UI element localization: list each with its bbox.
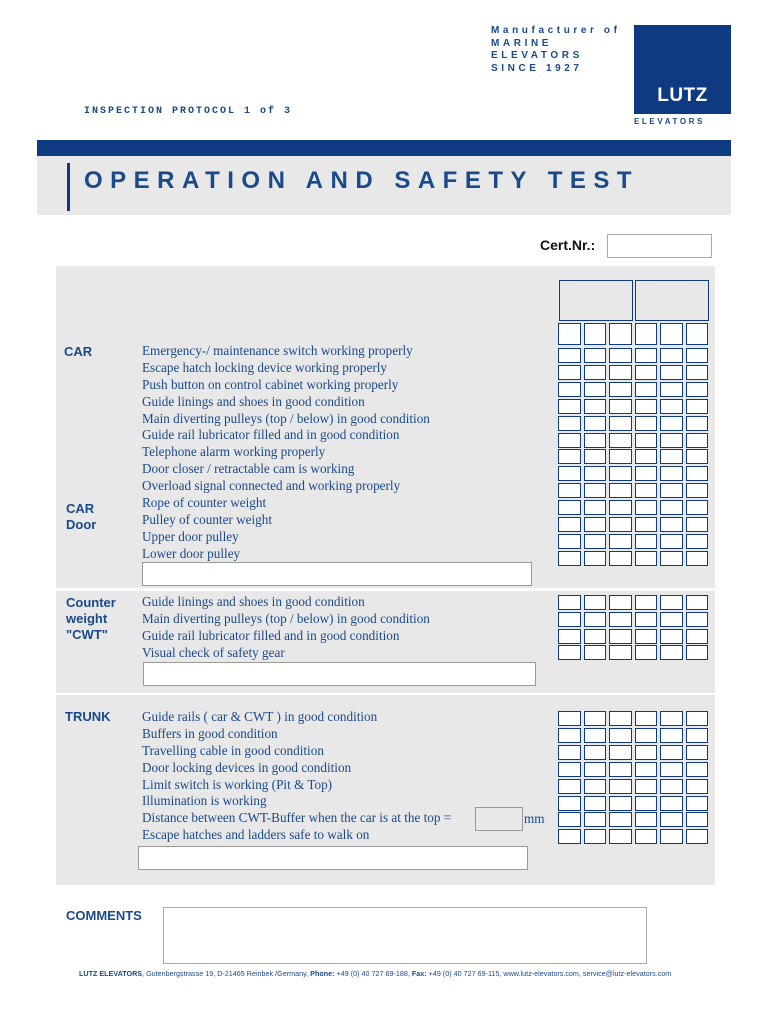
title-accent [67, 163, 70, 211]
check-box[interactable] [558, 812, 581, 827]
check-box[interactable] [635, 483, 658, 498]
check-box[interactable] [660, 779, 683, 794]
check-box[interactable] [558, 629, 581, 644]
check-box[interactable] [660, 796, 683, 811]
check-box[interactable] [660, 483, 683, 498]
car-door-label: CAR Door [66, 501, 97, 532]
check-box[interactable] [635, 433, 658, 448]
check-box[interactable] [558, 348, 581, 363]
check-box[interactable] [660, 348, 683, 363]
check-box[interactable] [686, 416, 709, 431]
checkbox-row [558, 779, 708, 794]
check-box[interactable] [609, 416, 632, 431]
check-box[interactable] [584, 382, 607, 397]
check-box[interactable] [635, 500, 658, 515]
checklist-item: Telephone alarm working properly [142, 444, 326, 460]
check-box[interactable] [584, 466, 607, 481]
car-checklist [142, 343, 430, 563]
check-box[interactable] [609, 745, 632, 760]
check-box[interactable] [584, 762, 607, 777]
check-box[interactable] [686, 449, 709, 464]
check-box[interactable] [609, 762, 632, 777]
check-box[interactable] [609, 500, 632, 515]
check-box[interactable] [584, 399, 607, 414]
check-box[interactable] [584, 534, 607, 549]
check-box[interactable] [584, 416, 607, 431]
check-box[interactable] [584, 645, 607, 660]
checklist-item: Push button on control cabinet working properly [142, 376, 399, 392]
checklist-item: Pulley of counter weight [142, 511, 273, 527]
check-box[interactable] [558, 323, 581, 345]
check-box[interactable] [558, 551, 581, 566]
check-box[interactable] [584, 551, 607, 566]
header-bar [37, 140, 731, 156]
check-box[interactable] [584, 829, 607, 844]
check-box[interactable] [609, 466, 632, 481]
check-box[interactable] [635, 466, 658, 481]
check-box[interactable] [584, 517, 607, 532]
check-box[interactable] [609, 449, 632, 464]
checkbox-row [558, 449, 708, 464]
checklist-item: Emergency-/ maintenance switch working properly [142, 343, 413, 358]
check-box[interactable] [686, 829, 709, 844]
check-box[interactable] [635, 365, 658, 380]
checklist-item: Buffers in good condition [142, 725, 278, 741]
checkbox-row [558, 323, 708, 345]
check-box[interactable] [584, 323, 607, 345]
check-box[interactable] [584, 796, 607, 811]
check-box[interactable] [584, 612, 607, 627]
check-box[interactable] [686, 365, 709, 380]
check-box[interactable] [584, 745, 607, 760]
check-box[interactable] [584, 595, 607, 610]
check-box[interactable] [584, 348, 607, 363]
checkbox-row [558, 483, 708, 498]
cwt-label: Counter weight "CWT" [66, 595, 116, 642]
check-box[interactable] [609, 711, 632, 726]
check-box[interactable] [635, 595, 658, 610]
check-box[interactable] [609, 779, 632, 794]
checkbox-row [558, 399, 708, 414]
checklist-item: Main diverting pulleys (top / below) in good condition [142, 610, 430, 626]
check-box[interactable] [558, 500, 581, 515]
check-box[interactable] [584, 449, 607, 464]
check-box[interactable] [660, 399, 683, 414]
check-box[interactable] [609, 612, 632, 627]
check-box[interactable] [635, 629, 658, 644]
check-box[interactable] [635, 711, 658, 726]
check-box[interactable] [686, 645, 709, 660]
check-box[interactable] [686, 323, 709, 345]
checklist-item: Travelling cable in good condition [142, 742, 324, 758]
check-box[interactable] [660, 645, 683, 660]
trunk-checklist [142, 709, 451, 844]
check-box[interactable] [686, 728, 709, 743]
checklist-item: Upper door pulley [142, 528, 239, 544]
check-box[interactable] [686, 595, 709, 610]
checkbox-row [558, 365, 708, 380]
check-box[interactable] [635, 449, 658, 464]
check-box[interactable] [635, 645, 658, 660]
checklist-item: Escape hatch locking device working properly [142, 359, 387, 375]
check-box[interactable] [660, 728, 683, 743]
check-box[interactable] [609, 433, 632, 448]
check-box[interactable] [686, 745, 709, 760]
page-title: OPERATION AND SAFETY TEST [84, 167, 640, 194]
check-box[interactable] [686, 500, 709, 515]
check-box[interactable] [609, 365, 632, 380]
distance-input[interactable] [475, 807, 523, 831]
check-box[interactable] [609, 629, 632, 644]
comments-field[interactable] [163, 907, 647, 964]
check-box[interactable] [609, 551, 632, 566]
checkbox-row [558, 762, 708, 777]
check-box[interactable] [660, 829, 683, 844]
check-box[interactable] [686, 348, 709, 363]
check-box[interactable] [558, 483, 581, 498]
check-box[interactable] [660, 466, 683, 481]
checkbox-row [558, 500, 708, 515]
checklist-item: Guide rail lubricator filled and in good condition [142, 627, 400, 643]
checkbox-row [558, 433, 708, 448]
check-box[interactable] [635, 382, 658, 397]
check-box[interactable] [558, 449, 581, 464]
check-box[interactable] [635, 399, 658, 414]
check-box[interactable] [609, 796, 632, 811]
check-box[interactable] [635, 728, 658, 743]
check-box[interactable] [660, 812, 683, 827]
check-box[interactable] [584, 711, 607, 726]
check-box[interactable] [635, 612, 658, 627]
checkbox-row [558, 711, 708, 726]
checkbox-row [558, 416, 708, 431]
check-box[interactable] [584, 812, 607, 827]
check-box[interactable] [609, 382, 632, 397]
check-box[interactable] [660, 595, 683, 610]
check-box[interactable] [609, 728, 632, 743]
check-box[interactable] [635, 517, 658, 532]
check-box[interactable] [635, 534, 658, 549]
check-box[interactable] [686, 433, 709, 448]
check-box[interactable] [558, 595, 581, 610]
check-box[interactable] [558, 382, 581, 397]
check-box[interactable] [660, 711, 683, 726]
checklist-item: Main diverting pulleys (top / below) in good condition [142, 410, 430, 426]
check-box[interactable] [609, 534, 632, 549]
check-box[interactable] [660, 534, 683, 549]
checklist-item: Overload signal connected and working properly [142, 478, 401, 494]
checklist-item: Rope of counter weight [142, 495, 267, 511]
check-box[interactable] [609, 645, 632, 660]
check-box[interactable] [558, 433, 581, 448]
checklist-item: Door closer / retractable cam is working [142, 461, 355, 477]
check-box[interactable] [686, 629, 709, 644]
check-box[interactable] [584, 365, 607, 380]
cert-number-field[interactable] [607, 234, 712, 258]
trunk-note-field[interactable] [138, 846, 528, 870]
check-box[interactable] [660, 551, 683, 566]
footer-contact: LUTZ ELEVATORS, Gutenbergstrasse 19, D-21465 Reinbek /Germany, Phone: +49 (0) 40 727 69-188, Fax: +49 (0) 40 727 69-115, www.lutz-elevators.com, service@lutz-elevators.com [79, 969, 672, 978]
check-box[interactable] [686, 399, 709, 414]
logo-subtitle: ELEVATORS [634, 117, 705, 126]
check-box[interactable] [558, 711, 581, 726]
checklist-item: Guide rails ( car & CWT ) in good condition [142, 709, 378, 724]
car-label: CAR [64, 344, 93, 359]
check-box[interactable] [660, 612, 683, 627]
check-box[interactable] [686, 382, 709, 397]
checklist-item: Limit switch is working (Pit & Top) [142, 776, 333, 792]
checklist-item: Escape hatches and ladders safe to walk on [142, 827, 370, 843]
check-box[interactable] [660, 500, 683, 515]
check-box[interactable] [558, 779, 581, 794]
cwt-note-field[interactable] [143, 662, 536, 686]
checkbox-row [558, 466, 708, 481]
checkbox-row [558, 612, 708, 627]
check-box[interactable] [686, 466, 709, 481]
check-box[interactable] [558, 829, 581, 844]
check-box[interactable] [635, 762, 658, 777]
comments-label: COMMENTS [66, 908, 142, 923]
manufacturer-tagline: Manufacturer of MARINE ELEVATORS SINCE 1927 [491, 25, 621, 74]
checklist-item: Distance between CWT-Buffer when the car is at the top = [142, 810, 452, 826]
check-box[interactable] [660, 762, 683, 777]
cwt-checklist [142, 594, 430, 662]
check-box[interactable] [558, 612, 581, 627]
checkbox-row [558, 595, 708, 610]
check-box[interactable] [660, 382, 683, 397]
check-box[interactable] [635, 551, 658, 566]
checkbox-row [558, 745, 708, 760]
check-box[interactable] [686, 762, 709, 777]
checkbox-row [558, 812, 708, 827]
check-box[interactable] [584, 483, 607, 498]
check-box[interactable] [635, 416, 658, 431]
checklist-item: Illumination is working [142, 793, 267, 809]
check-box[interactable] [686, 711, 709, 726]
column-header-box [635, 280, 709, 321]
checkbox-row [558, 348, 708, 363]
check-box[interactable] [558, 762, 581, 777]
check-box[interactable] [584, 629, 607, 644]
check-box[interactable] [609, 323, 632, 345]
check-box[interactable] [609, 348, 632, 363]
check-box[interactable] [686, 517, 709, 532]
distance-unit: mm [524, 811, 545, 826]
checklist-item: Lower door pulley [142, 545, 241, 561]
check-box[interactable] [686, 534, 709, 549]
check-box[interactable] [686, 812, 709, 827]
check-box[interactable] [558, 416, 581, 431]
checkbox-row [558, 829, 708, 844]
check-box[interactable] [660, 365, 683, 380]
check-box[interactable] [660, 449, 683, 464]
checkbox-row [558, 728, 708, 743]
check-box[interactable] [660, 629, 683, 644]
check-box[interactable] [558, 517, 581, 532]
check-box[interactable] [686, 779, 709, 794]
check-box[interactable] [686, 612, 709, 627]
check-box[interactable] [609, 399, 632, 414]
check-box[interactable] [609, 812, 632, 827]
checkbox-row [558, 517, 708, 532]
check-box[interactable] [660, 416, 683, 431]
checkbox-row [558, 645, 708, 660]
check-box[interactable] [635, 323, 658, 345]
lutz-logo: LUTZ [634, 25, 731, 114]
check-box[interactable] [635, 745, 658, 760]
check-box[interactable] [635, 348, 658, 363]
checklist-item: Visual check of safety gear [142, 644, 285, 660]
check-box[interactable] [635, 779, 658, 794]
check-box[interactable] [686, 796, 709, 811]
check-box[interactable] [686, 551, 709, 566]
checklist-item: Guide linings and shoes in good condition [142, 393, 365, 409]
trunk-label: TRUNK [65, 709, 111, 724]
check-box[interactable] [584, 500, 607, 515]
check-box[interactable] [635, 796, 658, 811]
check-box[interactable] [558, 745, 581, 760]
car-note-field[interactable] [142, 562, 532, 586]
check-box[interactable] [609, 595, 632, 610]
cert-label: Cert.Nr.: [540, 237, 596, 253]
check-box[interactable] [660, 745, 683, 760]
checkbox-row [558, 534, 708, 549]
checklist-item: Guide rail lubricator filled and in good condition [142, 427, 400, 443]
check-box[interactable] [609, 483, 632, 498]
check-box[interactable] [686, 483, 709, 498]
check-box[interactable] [635, 812, 658, 827]
check-box[interactable] [584, 433, 607, 448]
check-box[interactable] [584, 779, 607, 794]
check-box[interactable] [558, 534, 581, 549]
check-box[interactable] [558, 796, 581, 811]
check-box[interactable] [660, 323, 683, 345]
checklist-item: Door locking devices in good condition [142, 759, 352, 775]
check-box[interactable] [609, 517, 632, 532]
check-box[interactable] [635, 829, 658, 844]
checklist-item: Guide linings and shoes in good condition [142, 594, 365, 609]
column-header-box [559, 280, 633, 321]
check-box[interactable] [558, 466, 581, 481]
protocol-page-label: INSPECTION PROTOCOL 1 of 3 [84, 106, 293, 117]
check-box[interactable] [584, 728, 607, 743]
checkbox-row [558, 629, 708, 644]
checkbox-row [558, 551, 708, 566]
check-box[interactable] [558, 399, 581, 414]
check-box[interactable] [660, 517, 683, 532]
checkbox-row [558, 796, 708, 811]
check-box[interactable] [609, 829, 632, 844]
check-box[interactable] [558, 645, 581, 660]
check-box[interactable] [660, 433, 683, 448]
check-box[interactable] [558, 728, 581, 743]
checkbox-row [558, 382, 708, 397]
check-box[interactable] [558, 365, 581, 380]
